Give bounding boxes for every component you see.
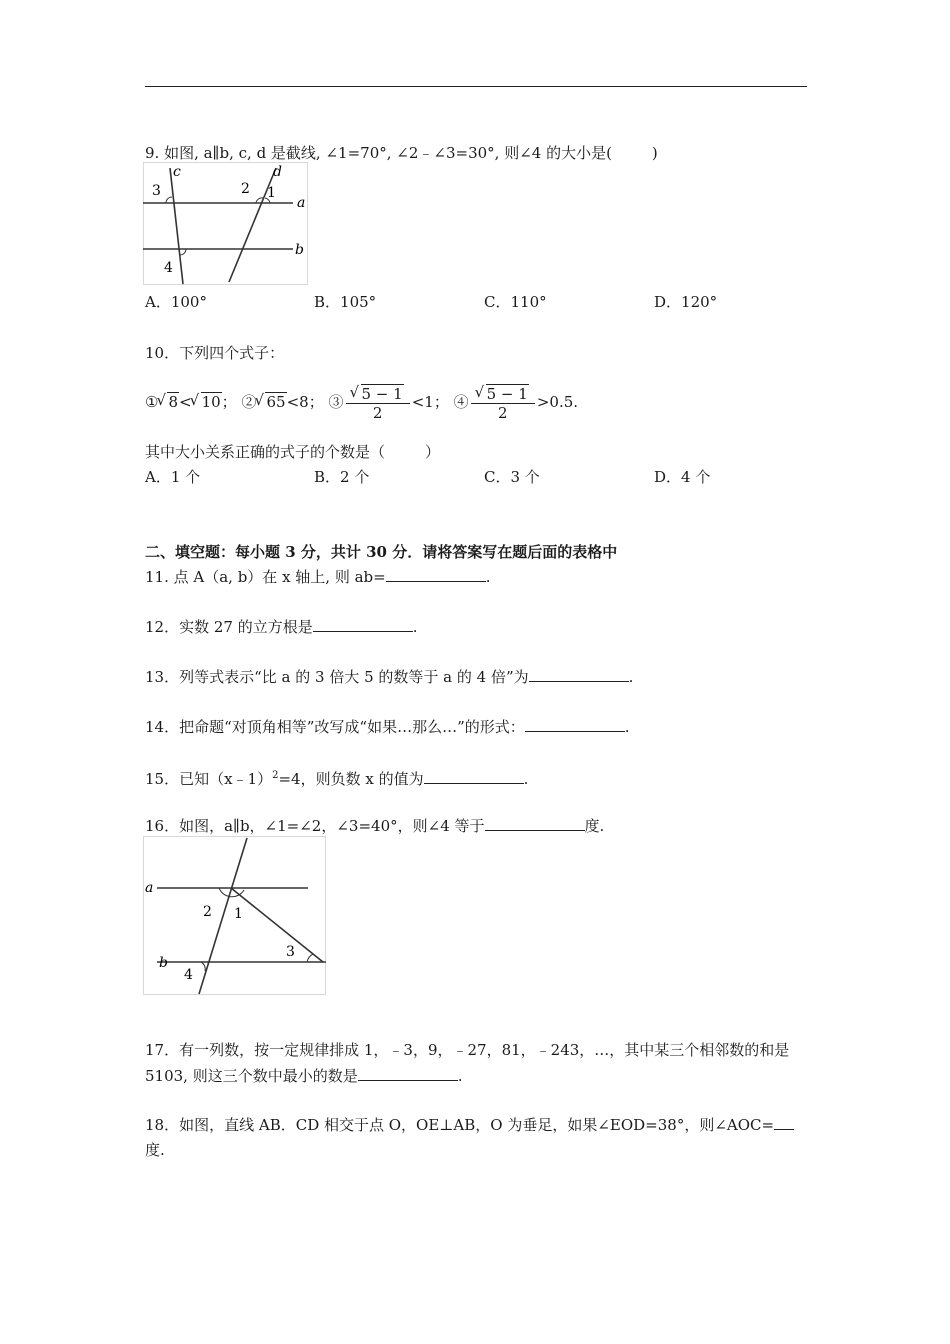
q10-fraction-4: √ $\frac{5 - 1}{2}$ — [471, 385, 535, 422]
q16-label-4: 4 — [184, 967, 193, 983]
q10-sqrt-8: √ 8 — [158, 384, 179, 420]
q9-figure — [143, 162, 309, 286]
q9-arc-4 — [180, 249, 186, 255]
q9-label-3: 3 — [152, 183, 161, 199]
q16-label-a: a — [145, 880, 154, 896]
q16-label-3: 3 — [286, 944, 295, 960]
q16-label-2: 2 — [203, 904, 212, 920]
q12-answer-blank[interactable] — [313, 617, 413, 632]
q9-label-c: c — [173, 164, 181, 180]
q16-segment — [231, 888, 323, 962]
q16-answer-blank[interactable] — [485, 816, 585, 831]
q10-sqrt-10: √ 10 — [192, 384, 222, 420]
q11-answer-blank[interactable] — [386, 567, 486, 582]
q10-fraction-3: √ $\frac{5 - 1}{2}$ — [346, 385, 410, 422]
q18-line-2: 度. — [145, 1141, 165, 1159]
q13: 13．列等式表示“比 a 的 3 倍大 5 的数等于 a 的 4 倍”为 . — [145, 668, 634, 686]
q10-sqrt-65: √ 65 — [256, 384, 286, 420]
q17-line-1: 17．有一列数，按一定规律排成 1，﹣3，9，﹣27，81，﹣243，…，其中某三个相邻数的和是 — [145, 1041, 790, 1059]
q11: 11. 点 A（a, b）在 x 轴上, 则 ab= . — [145, 568, 491, 586]
q16-arc-3 — [307, 954, 313, 962]
q9-option-a[interactable]: A．100° — [145, 293, 207, 311]
q16: 16．如图，a∥b，∠1=∠2，∠3=40°，则∠4 等于 度. — [145, 817, 605, 835]
q10-option-d[interactable]: D．4 个 — [654, 468, 711, 486]
q10-expressions: ①√ 8<√ 10； ②√ 65<8； ③ √ $\frac{5 - 1}{2}$ <1； ④ √ $\frac{5 - 1}{2}$ >0.5. — [145, 384, 578, 422]
q17-line-2: 5103, 则这三个数中最小的数是 . — [145, 1067, 463, 1085]
q10-intro: 10．下列四个式子： — [145, 344, 285, 362]
q9-label-4: 4 — [164, 260, 173, 276]
q9-option-d[interactable]: D．120° — [654, 293, 718, 311]
q9-option-b[interactable]: B．105° — [314, 293, 377, 311]
q15-answer-blank[interactable] — [424, 769, 524, 784]
q18-line-1: 18．如图，直线 AB．CD 相交于点 O，OE⊥AB，O 为垂足，如果∠EOD=38°，则∠AOC= — [145, 1115, 794, 1135]
q10-option-b[interactable]: B．2 个 — [314, 468, 370, 486]
q13-answer-blank[interactable] — [529, 667, 629, 682]
q17-answer-blank[interactable] — [358, 1066, 458, 1081]
header-rule — [145, 86, 807, 87]
q9-label-a: a — [297, 195, 306, 211]
q9-arc-3 — [166, 197, 172, 203]
q16-label-1: 1 — [234, 906, 243, 922]
q12: 12．实数 27 的立方根是 . — [145, 618, 418, 636]
q14: 14．把命题“对顶角相等”改写成“如果…那么…”的形式： . — [145, 718, 630, 736]
q15: 15．已知（x﹣1）$^2$=4，则负数 x 的值为 . — [145, 770, 529, 788]
q10-option-a[interactable]: A．1 个 — [145, 468, 201, 486]
q10-option-c[interactable]: C．3 个 — [484, 468, 540, 486]
q18-answer-blank[interactable] — [774, 1115, 794, 1130]
q10-question: 其中大小关系正确的式子的个数是（ ） — [145, 443, 441, 461]
q9-label-2: 2 — [241, 181, 250, 197]
q9-stem: 9. 如图, a∥b, c, d 是截线, ∠1=70°, ∠2﹣∠3=30°, 则∠4 的大小是( ) — [145, 144, 658, 162]
q14-answer-blank[interactable] — [525, 717, 625, 732]
q16-figure — [143, 836, 327, 996]
q16-arc-4 — [201, 962, 205, 971]
q9-label-d: d — [273, 164, 282, 180]
q9-label-b: b — [295, 242, 304, 258]
q16-label-b: b — [159, 955, 168, 971]
q9-option-c[interactable]: C．110° — [484, 293, 547, 311]
section-2-heading: 二、填空题：每小题 3 分，共计 30 分．请将答案写在题后面的表格中 — [145, 543, 618, 561]
q9-label-1: 1 — [267, 185, 276, 201]
